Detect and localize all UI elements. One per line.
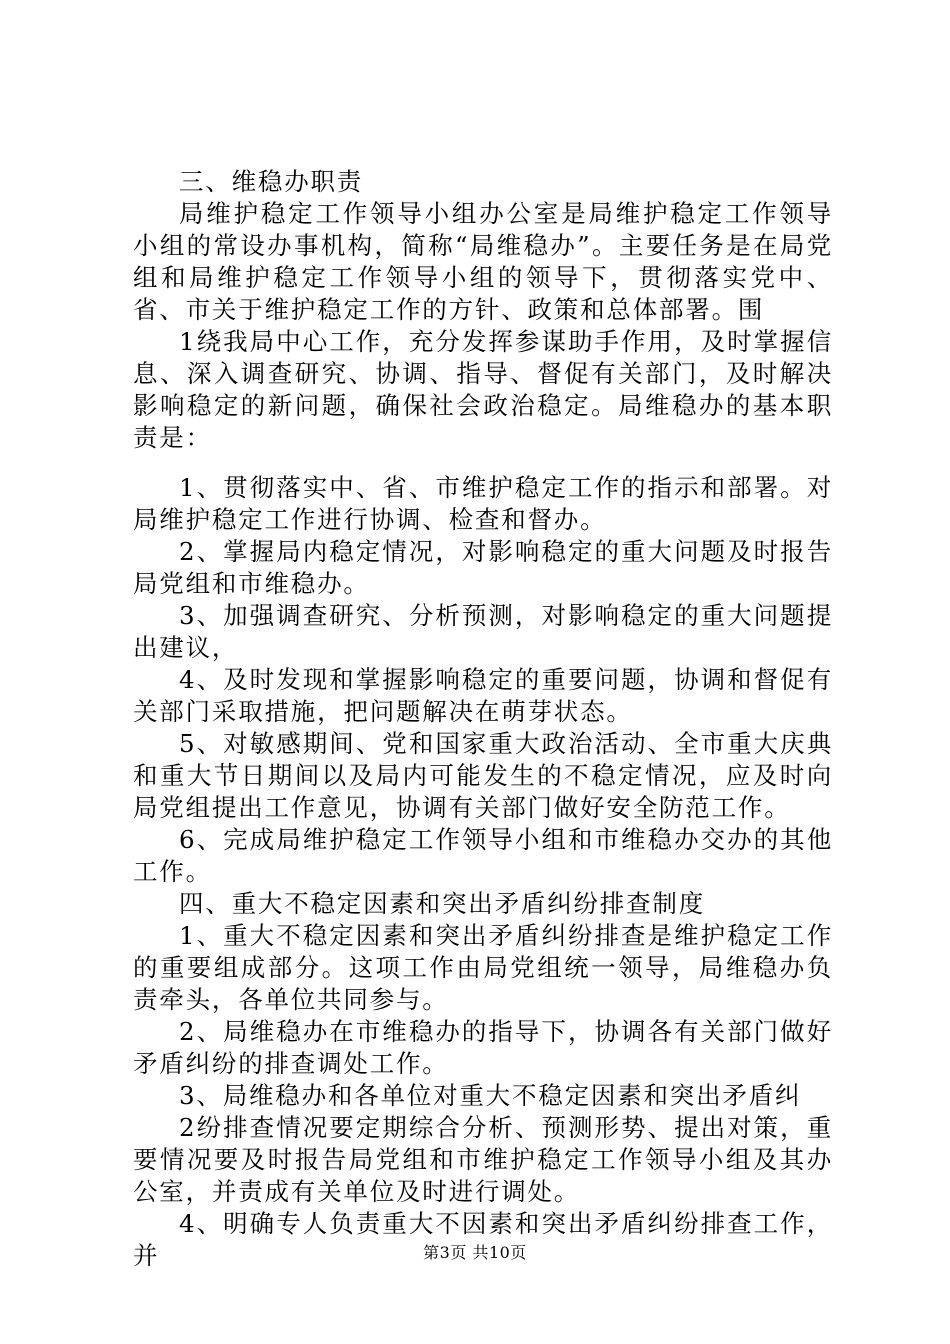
paragraph: 局维护稳定工作领导小组办公室是局维护稳定工作领导小组的常设办事机构，简称“局维稳办”。主要任务是在局党组和局维护稳定工作领导小组的领导下，贯彻落实党中、省、市关于维护稳定工作的方针、政策和总体部署。围 <box>133 199 833 324</box>
paragraph: 2纷排查情况要定期综合分析、预测形势、提出对策，重要情况要及时报告局党组和市维护稳定工作领导小组及其办公室，并责成有关单位及时进行调处。 <box>133 1113 833 1206</box>
section-heading-3: 三、维稳办职责 <box>179 167 364 196</box>
section-heading-4: 四、重大不稳定因素和突出矛盾纠纷排查制度 <box>179 889 705 918</box>
paragraph-gap <box>133 454 833 472</box>
list-item: 6、完成局维护稳定工作领导小组和市维稳办交办的其他工作。 <box>133 825 833 886</box>
page-number-footer: 第3页 共10页 <box>423 1243 527 1262</box>
list-item: 3、局维稳办和各单位对重大不稳定因素和突出矛盾纠 <box>179 1081 802 1110</box>
list-item: 1、贯彻落实中、省、市维护稳定工作的指示和部署。对局维护稳定工作进行协调、检查和督办。 <box>133 473 833 534</box>
list-item: 4、及时发现和掌握影响稳定的重要问题，协调和督促有关部门采取措施，把问题解决在萌芽状态。 <box>133 665 833 726</box>
list-item: 2、局维稳办在市维稳办的指导下，协调各有关部门做好矛盾纠纷的排查调处工作。 <box>133 1017 833 1078</box>
document-body <box>133 166 833 1272</box>
list-item: 5、对敏感期间、党和国家重大政治活动、全市重大庆典和重大节日期间以及局内可能发生的不稳定情况，应及时向局党组提出工作意见，协调有关部门做好安全防范工作。 <box>133 729 833 822</box>
list-item: 2、掌握局内稳定情况，对影响稳定的重大问题及时报告局党组和市维稳办。 <box>133 537 833 598</box>
list-item: 1、重大不稳定因素和突出矛盾纠纷排查是维护稳定工作的重要组成部分。这项工作由局党组统一领导，局维稳办负责牵头，各单位共同参与。 <box>133 921 833 1014</box>
list-item: 3、加强调查研究、分析预测，对影响稳定的重大问题提出建议， <box>133 601 833 662</box>
paragraph: 1绕我局中心工作，充分发挥参谋助手作用，及时掌握信息、深入调查研究、协调、指导、督促有关部门，及时解决影响稳定的新问题，确保社会政治稳定。局维稳办的基本职责是： <box>133 327 833 452</box>
list-item: 4、明确专人负责重大不因素和突出矛盾纠纷排查工作，并 <box>133 1209 833 1270</box>
